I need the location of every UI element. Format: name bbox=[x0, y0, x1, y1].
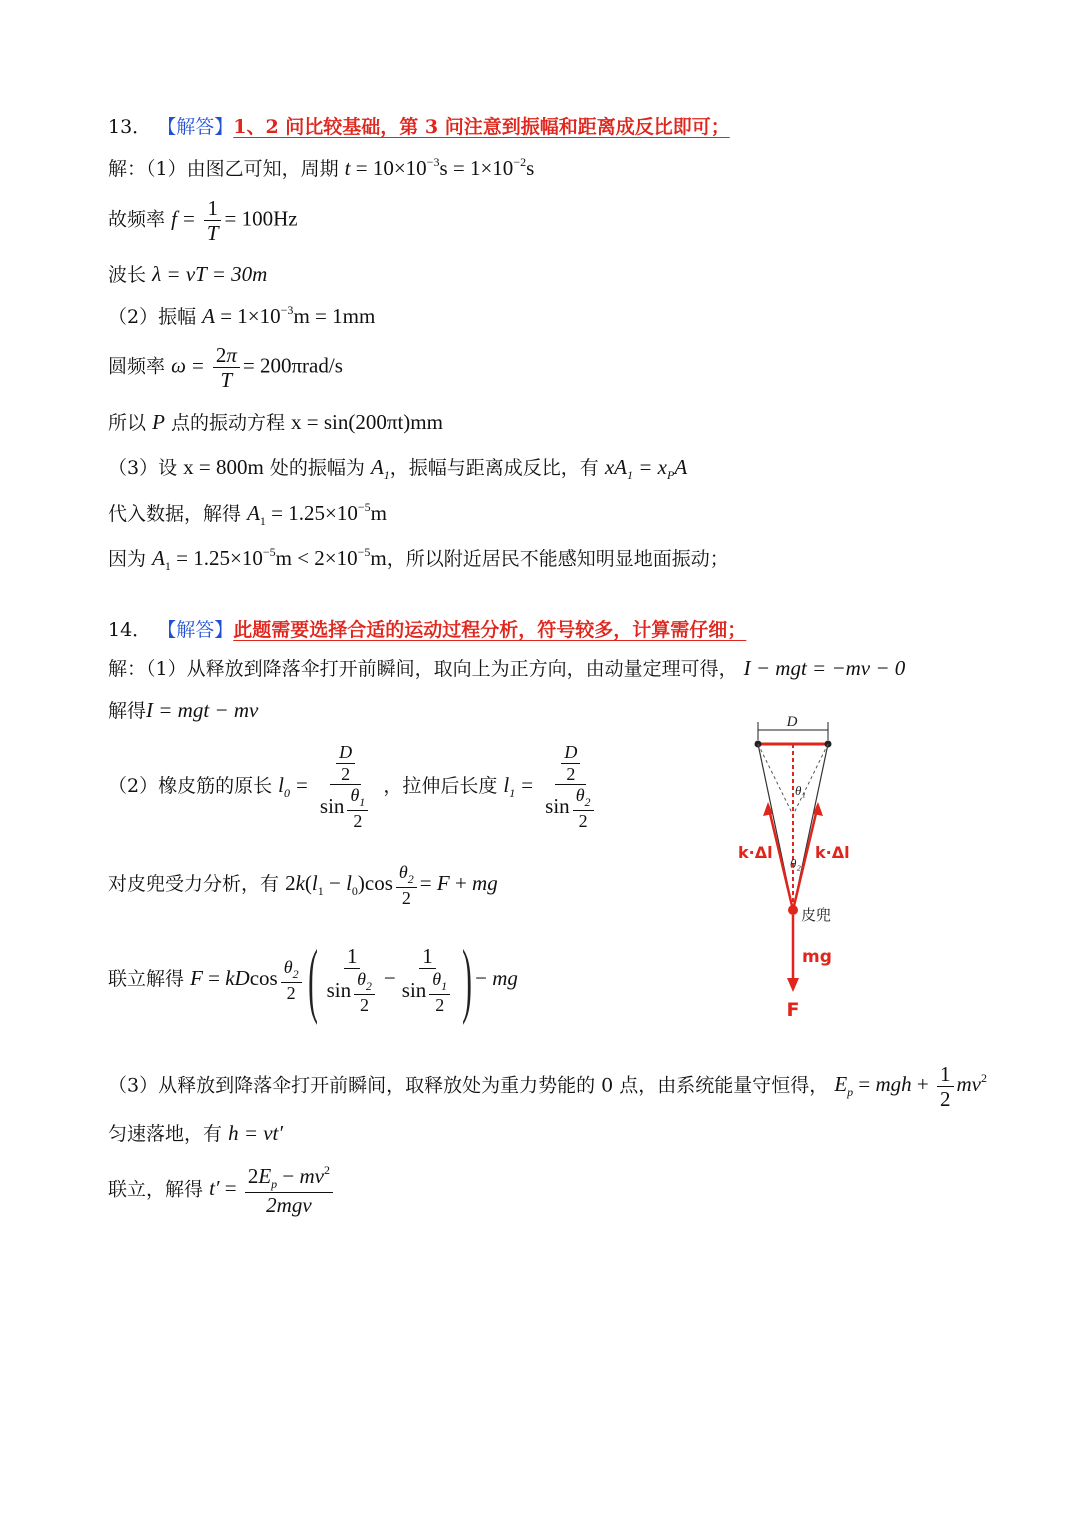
slingshot-diagram bbox=[720, 710, 870, 1030]
q13-comment: 1、2 问比较基础，第 3 问注意到振幅和距离成反比即可； bbox=[233, 116, 730, 138]
q14-line2-text: 解得 bbox=[108, 700, 147, 722]
q14-line1 bbox=[108, 656, 905, 681]
label-tension-left: k·Δl bbox=[738, 843, 773, 862]
q13-header bbox=[108, 116, 730, 139]
q14-line8 bbox=[108, 1164, 336, 1217]
q14-line3 bbox=[108, 742, 603, 832]
q13-line5-eq: = 200πrad/s bbox=[242, 353, 343, 378]
label-tension-right: k·Δl bbox=[815, 843, 850, 862]
q14-line8-text: 联立，解得 bbox=[108, 1178, 204, 1201]
q14-line5 bbox=[108, 933, 518, 1026]
q13-line8 bbox=[108, 500, 387, 528]
q14-line7 bbox=[108, 1121, 283, 1146]
q13-line9-text-a: 因为 bbox=[108, 548, 147, 570]
q13-f-symbol: f bbox=[171, 206, 177, 231]
q13-number: 13． bbox=[108, 116, 152, 138]
q13-line3 bbox=[108, 262, 267, 287]
weight-arrowhead bbox=[787, 978, 799, 992]
q14-number: 14． bbox=[108, 619, 152, 641]
q14-line5-text: 联立解得 bbox=[108, 967, 185, 990]
q14-line2-eq: I = mgt − mv bbox=[146, 698, 259, 722]
q14-line3-text-b: ，拉伸后长度 bbox=[383, 774, 498, 797]
q13-line1 bbox=[108, 155, 534, 181]
q13-line4-text: （2）振幅 bbox=[108, 306, 197, 328]
q13-A-symbol: A bbox=[202, 304, 215, 328]
q14-line6-text: （3）从释放到降落伞打开前瞬间，取释放处为重力势能的 0 点，由系统能量守恒得， bbox=[108, 1074, 829, 1097]
q13-A1-symbol: $A_1$ bbox=[370, 455, 390, 482]
q13-line1-text: 解：（1）由图乙可知，周期 bbox=[108, 158, 339, 180]
q13-line1-eq: t bbox=[344, 156, 351, 180]
q13-line6-eq: x = sin(200πt)mm bbox=[291, 410, 443, 434]
q14-line4 bbox=[108, 862, 498, 908]
q14-comment: 此题需要选择合适的运动过程分析，符号较多，计算需仔细； bbox=[233, 619, 747, 641]
q13-line5-text: 圆频率 bbox=[108, 355, 166, 378]
q14-line1-text: 解：（1）从释放到降落伞打开前瞬间，取向上为正方向，由动量定理可得， bbox=[108, 658, 738, 680]
q14-line5-eq: F = kDcos $\frac{\theta_2}{2}$ ( 1 sin $\frac{\theta_2}{2}$ − 1 sin $\frac{\theta_1}{2}$ ) − mg bbox=[190, 933, 518, 1026]
pouch-point bbox=[788, 905, 798, 915]
q14-l0-symbol: $l_0$ bbox=[278, 772, 290, 800]
q14-frac-l0: $\frac{D}{2}$ sin $\frac{\theta_1}{2}$ bbox=[317, 742, 374, 832]
original-band-right bbox=[793, 744, 828, 815]
q13-line7-eq-a: x = 800m bbox=[183, 455, 264, 479]
label-d: D bbox=[786, 714, 798, 730]
q13-eq-sign: = bbox=[182, 206, 195, 231]
q13-line2-text: 故频率 bbox=[108, 208, 166, 231]
q13-line2 bbox=[108, 196, 298, 245]
q13-line9 bbox=[108, 545, 729, 573]
q14-tag: 【解答】 bbox=[157, 619, 234, 641]
q13-line2-eq: = 100Hz bbox=[224, 206, 298, 231]
q14-eq-sign-l0: = bbox=[296, 772, 308, 797]
q13-line6 bbox=[108, 410, 443, 435]
label-mg: mg bbox=[802, 947, 832, 967]
label-f: F bbox=[786, 999, 800, 1021]
q13-line7-eq-b: $xA_1 = x_PA$ bbox=[604, 455, 688, 482]
label-pouch: 皮兜 bbox=[801, 906, 832, 924]
q14-line6 bbox=[108, 1062, 987, 1111]
q14-line8-eq: t′ = $\frac{2E_p - mv^2}{\text{2mgv}}$ bbox=[209, 1176, 336, 1200]
q13-line6-text-a: 所以 bbox=[108, 412, 147, 434]
label-theta2: θ₂ bbox=[790, 856, 801, 871]
q13-line8-eq: $A_1 = 1.25\times 10^{-5}m$ bbox=[247, 500, 387, 528]
q13-line7 bbox=[108, 455, 687, 482]
q13-tag: 【解答】 bbox=[157, 116, 234, 138]
q13-frac-2pi-over-T: $\frac{2\pi}{T}$ bbox=[213, 343, 240, 392]
q14-header bbox=[108, 619, 746, 642]
q13-line4 bbox=[108, 303, 375, 329]
q13-line4-eq: = $1\times 10^{-3}m = 1mm$ bbox=[214, 303, 376, 328]
original-band-left bbox=[758, 744, 793, 815]
q14-line7-eq: h = vt′ bbox=[228, 1121, 283, 1145]
q13-line1-eq-rest: = $10\times 10^{-3}s = 1\times 10^{-2}s$ bbox=[350, 155, 535, 180]
q14-line1-eq: I − mgt = −mv − 0 bbox=[743, 656, 906, 680]
q14-line6-eq: $E_p$ = mgh + $\frac{1}{2}$ $mv^2$ bbox=[834, 1062, 987, 1112]
q14-line4-text: 对皮兜受力分析，有 bbox=[108, 873, 280, 896]
q13-eq-sign-2: = bbox=[191, 353, 204, 378]
q14-eq-sign-l1: = bbox=[521, 772, 534, 797]
q13-line3-text: 波长 bbox=[108, 264, 147, 286]
q13-line7-text-a: （3）设 bbox=[108, 457, 178, 479]
q13-point-p: P bbox=[152, 410, 165, 434]
label-theta1: θ₁ bbox=[795, 783, 806, 798]
q13-line7-text-b: 处的振幅为 bbox=[269, 457, 365, 479]
q13-line9-text-b: ，所以附近居民不能感知明显地面振动； bbox=[386, 548, 729, 570]
q14-line3-text-a: （2）橡皮筋的原长 bbox=[108, 774, 273, 797]
q13-line6-text-b: 点的振动方程 bbox=[170, 412, 285, 434]
q14-line4-eq: $2k(l_1 - l_0)\cos$ $\frac{\theta_2}{2}$ = F + mg bbox=[285, 862, 498, 908]
q14-line7-text: 匀速落地，有 bbox=[108, 1123, 223, 1145]
q14-frac-l1: $\frac{D}{2}$ sin $\frac{\theta_2}{2}$ bbox=[542, 742, 599, 832]
q14-line2 bbox=[108, 698, 258, 723]
q13-line5 bbox=[108, 343, 343, 392]
q13-line3-eq: λ = vT = 30m bbox=[152, 262, 268, 286]
q13-line8-text: 代入数据，解得 bbox=[108, 503, 242, 525]
q14-l1-symbol: $l_1$ bbox=[503, 772, 516, 800]
q13-line7-text-c: ，振幅与距离成反比，有 bbox=[389, 457, 599, 479]
q13-omega-symbol: ω bbox=[171, 353, 186, 378]
q13-frac-1-over-T: $\frac{1}{T}$ bbox=[204, 196, 222, 245]
q13-line9-eq: $A_1 = 1.25\times 10^{-5}m < 2\times 10^{-5}m$ bbox=[152, 545, 387, 573]
